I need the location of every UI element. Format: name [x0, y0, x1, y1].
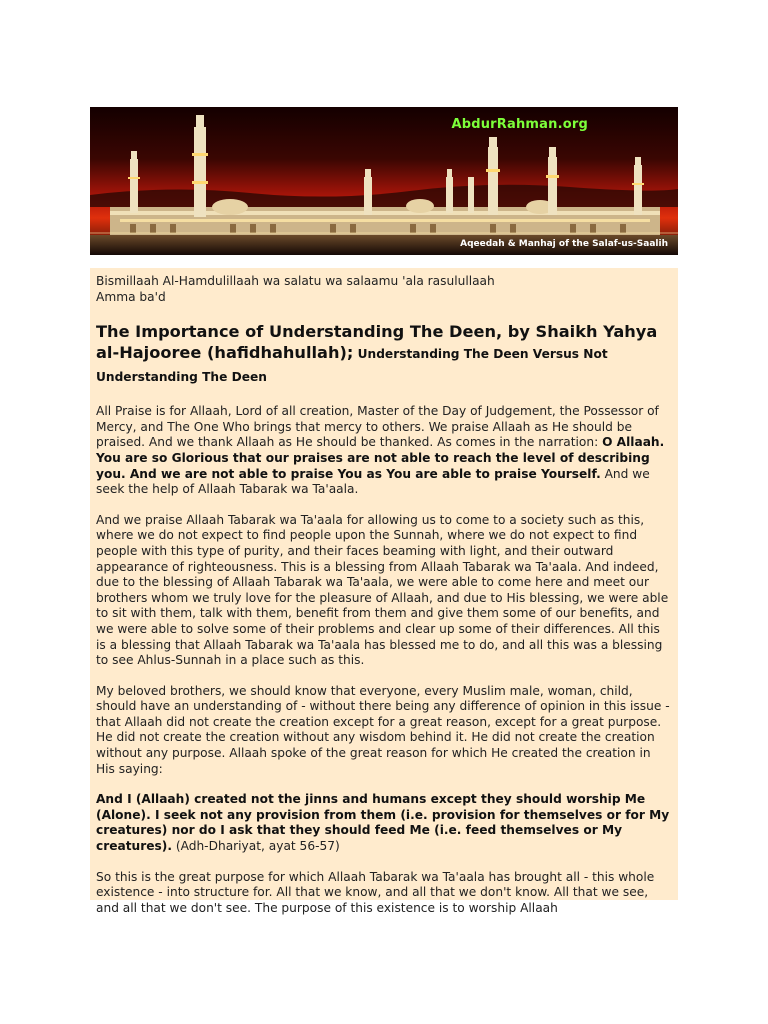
paragraph-1-quote: O Allaah. You are so Glorious that our praises are not able to reach the level of describing you. And we are not able to praise You as You are able to praise Yourself.: [96, 435, 665, 481]
paragraph-2: And we praise Allaah Tabarak wa Ta'aala for allowing us to come to a society such as this, where we do not expect to find people upon the Sunnah, where we do not expect to find people with this type of purity, and their faces beaming with light, and their outward appearance of righteousness. This is a blessing from Allaah Tabarak wa Ta'aala. And indeed, due to the blessing of Allaah Tabarak wa Ta'aala, we were able to come here and meet our brothers whom we truly love for the pleasure of Allaah, and due to His blessing, we were able to sit with them, talk with them, benefit from them and give them some of our benefits, and we were able to solve some of their problems and clear up some of their differences. All this is a blessing that Allaah Tabarak wa Ta'aala has blessed me to do, and all this was a blessing to see Ahlus-Sunnah in a place such as this.: [96, 512, 669, 668]
salutation-line-2: Amma ba'd: [96, 289, 166, 304]
title-subtitle: Understanding The Deen Versus Not Understanding The Deen: [96, 347, 608, 385]
header-banner: [90, 107, 678, 255]
quran-verse: And I (Allaah) created not the jinns and humans except they should worship Me (Alone). I seek not any provision from them (i.e. provision for themselves or for My creatures) nor do I ask that they should feed Me (i.e. feed themselves or My creatures).: [96, 792, 670, 854]
salutation-line-1: Bismillaah Al-Hamdulillaah wa salatu wa salaamu 'ala rasulullaah: [96, 274, 495, 288]
paragraph-1-tail: And we seek the help of Allaah Tabarak wa Ta'aala.: [96, 466, 650, 497]
paragraph-1-text: All Praise is for Allaah, Lord of all creation, Master of the Day of Judgement, the Possessor of Mercy, and The One Who brings that mercy to others. We praise Allaah as He should be praised. And we thank Allaah as He should be thanked. As comes in the narration:: [96, 404, 659, 450]
article-title: [96, 321, 671, 388]
title-main: The Importance of Understanding The Deen, by Shaikh Yahya al-Hajooree (hafidhahullah): [96, 322, 658, 363]
site-logo-text: AbdurRahman.org: [451, 117, 588, 132]
verse-reference: (Adh-Dhariyat, ayat 56-57): [171, 839, 340, 854]
paragraph-5: So this is the great purpose for which Allaah Tabarak wa Ta'aala has brought all - this whole existence - into structure for. All that we know, and all that we don't know. All that we see, and all that we don't see. The purpose of this existence is to worship Allaah: [96, 869, 655, 915]
title-separator: ;: [346, 343, 354, 363]
mosque-night-image: [90, 107, 678, 255]
paragraph-1: [96, 404, 671, 498]
site-tagline: Aqeedah & Manhaj of the Salaf-us-Saalih: [460, 239, 668, 249]
paragraph-4: [96, 792, 671, 854]
article-body: [90, 268, 678, 915]
salutation: [96, 274, 671, 305]
paragraph-3: My beloved brothers, we should know that everyone, every Muslim male, woman, child, should have an understanding of - without there being any difference of opinion in this issue - that Allaah did not create the creation except for a great reason, except for a great purpose. He did not create the creation without any wisdom behind it. He did not create the creation without any purpose. Allaah spoke of the great reason for which He created the creation in His saying:: [96, 683, 670, 776]
